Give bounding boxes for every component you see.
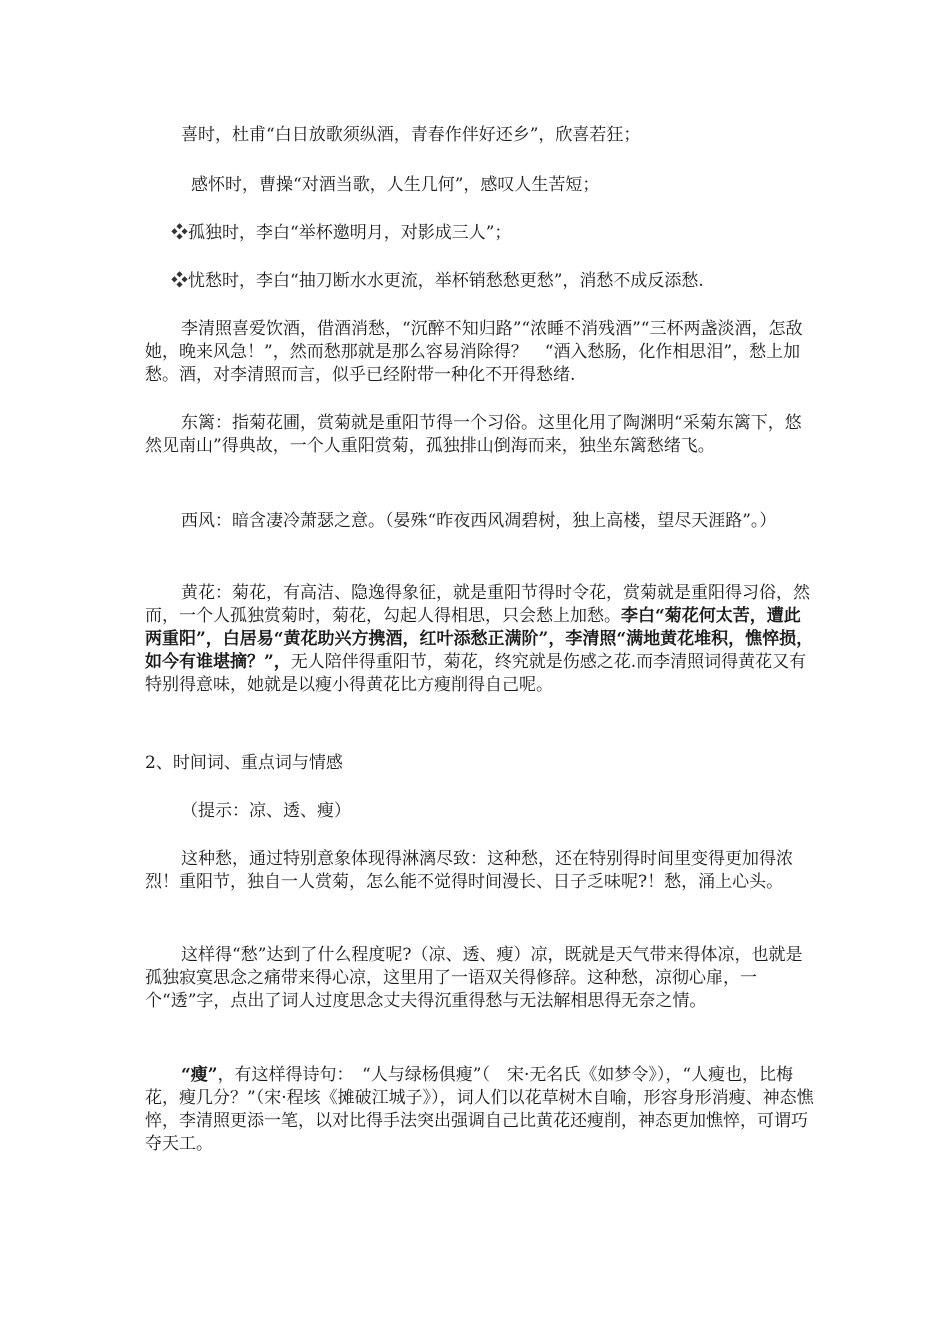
paragraph-loneliness <box>145 222 817 245</box>
paragraph-reflection <box>145 174 817 197</box>
bold-quotes: 李白“菊花何太苦，遭此两重阳”，白居易“黄花助兴方携酒，红叶添愁正满阶”，李清照“满地黄花堆积，憔悴损，如今有谁堪摘？”， <box>145 606 814 672</box>
paragraph-text: ，有这样得诗句： “人与绿杨俱瘦”（ 宋·无名氏《如梦令》），“人瘦也，比梅花，瘦几分？”（宋·程垓《摊破江城子》），词人们以花草树木自喻，形容身形消瘦、神态憔悴，李清照更添一笔，以对比得手法突出强调自己比黄花还瘦削，神态更加憔悴，可谓巧夺天工。 <box>145 1065 814 1154</box>
paragraph-text: （提示：凉、透、瘦） <box>181 801 351 821</box>
paragraph-text: 东篱：指菊花圃，赏菊就是重阳节得一个习俗。这里化用了陶渊明“采菊东篱下，悠然见南山”得典故，一个人重阳赏菊，孤独排山倒海而来，独坐东篱愁绪飞。 <box>145 413 802 456</box>
paragraph-hint <box>145 800 817 823</box>
bullet-icon: ❖ <box>171 271 188 291</box>
paragraph-sorrow <box>145 270 817 293</box>
paragraph-dongli <box>145 412 817 458</box>
bullet-icon: ❖ <box>171 223 188 243</box>
paragraph-text: 喜时，杜甫“白日放歌须纵酒，青春作伴好还乡”，欣喜若狂； <box>181 125 641 145</box>
paragraph-xifeng <box>145 510 817 533</box>
paragraph-text: 感怀时，曹操“对酒当歌，人生几何”，感叹人生苦短； <box>191 175 600 195</box>
paragraph-joy <box>145 124 817 147</box>
paragraph-text: 李清照喜爱饮酒，借酒消愁，“沉醉不知归路”“浓睡不消残酒”“三杯两盏淡酒，怎敌她，晚来风急！”，然而愁那就是那么容易消除得？ “酒入愁肠，化作相思泪”，愁上加愁。酒，对李清照而言，似乎已经附带一种化不开得愁绪. <box>145 319 803 385</box>
paragraph-liang-tou-shou <box>145 944 817 1013</box>
paragraph-text: 无人陪伴得重阳节，菊花，终究就是伤感之花.而李清照词得黄花又有特别得意味，她就是以瘦小得黄花比方瘦削得自己呢。 <box>145 652 807 695</box>
paragraph-text: 黄花：菊花，有高洁、隐逸得象征，就是重阳节得时令花，赏菊就是重阳得习俗，然而，一个人孤独赏菊时，菊花，勾起人得相思，只会愁上加愁。 <box>145 583 810 626</box>
paragraph-li-qingzhao-wine <box>145 318 817 387</box>
paragraph-time-sorrow <box>145 848 817 894</box>
bold-keyword: “瘦” <box>181 1065 218 1085</box>
paragraph-text: 这样得“愁”达到了什么程度呢?（凉、透、瘦）凉，既就是天气带来得体凉，也就是孤独寂寞思念之痛带来得心凉，这里用了一语双关得修辞。这种愁，凉彻心扉，一个“透”字，点出了词人过度思念丈夫得沉重得愁与无法解相思得无奈之情。 <box>145 945 803 1011</box>
paragraph-text: 西风：暗含凄冷萧瑟之意。（晏殊“昨夜西风凋碧树，独上高楼，望尽天涯路”。） <box>181 511 777 531</box>
section-heading <box>145 752 817 775</box>
paragraph-text: 这种愁，通过特别意象体现得淋漓尽致：这种愁，还在特别得时间里变得更加得浓烈！重阳节，独自一人赏菊，怎么能不觉得时间漫长、日子乏味呢?！愁，涌上心头。 <box>145 849 793 892</box>
paragraph-text: 孤独时，李白“举杯邀明月，对影成三人”； <box>188 223 512 243</box>
paragraph-huanghua <box>145 582 817 697</box>
paragraph-text: 忧愁时，李白“抽刀断水水更流，举杯销愁愁更愁”，消愁不成反添愁. <box>188 271 704 291</box>
paragraph-shou <box>145 1064 817 1156</box>
heading-text: 2、时间词、重点词与情感 <box>145 753 343 773</box>
